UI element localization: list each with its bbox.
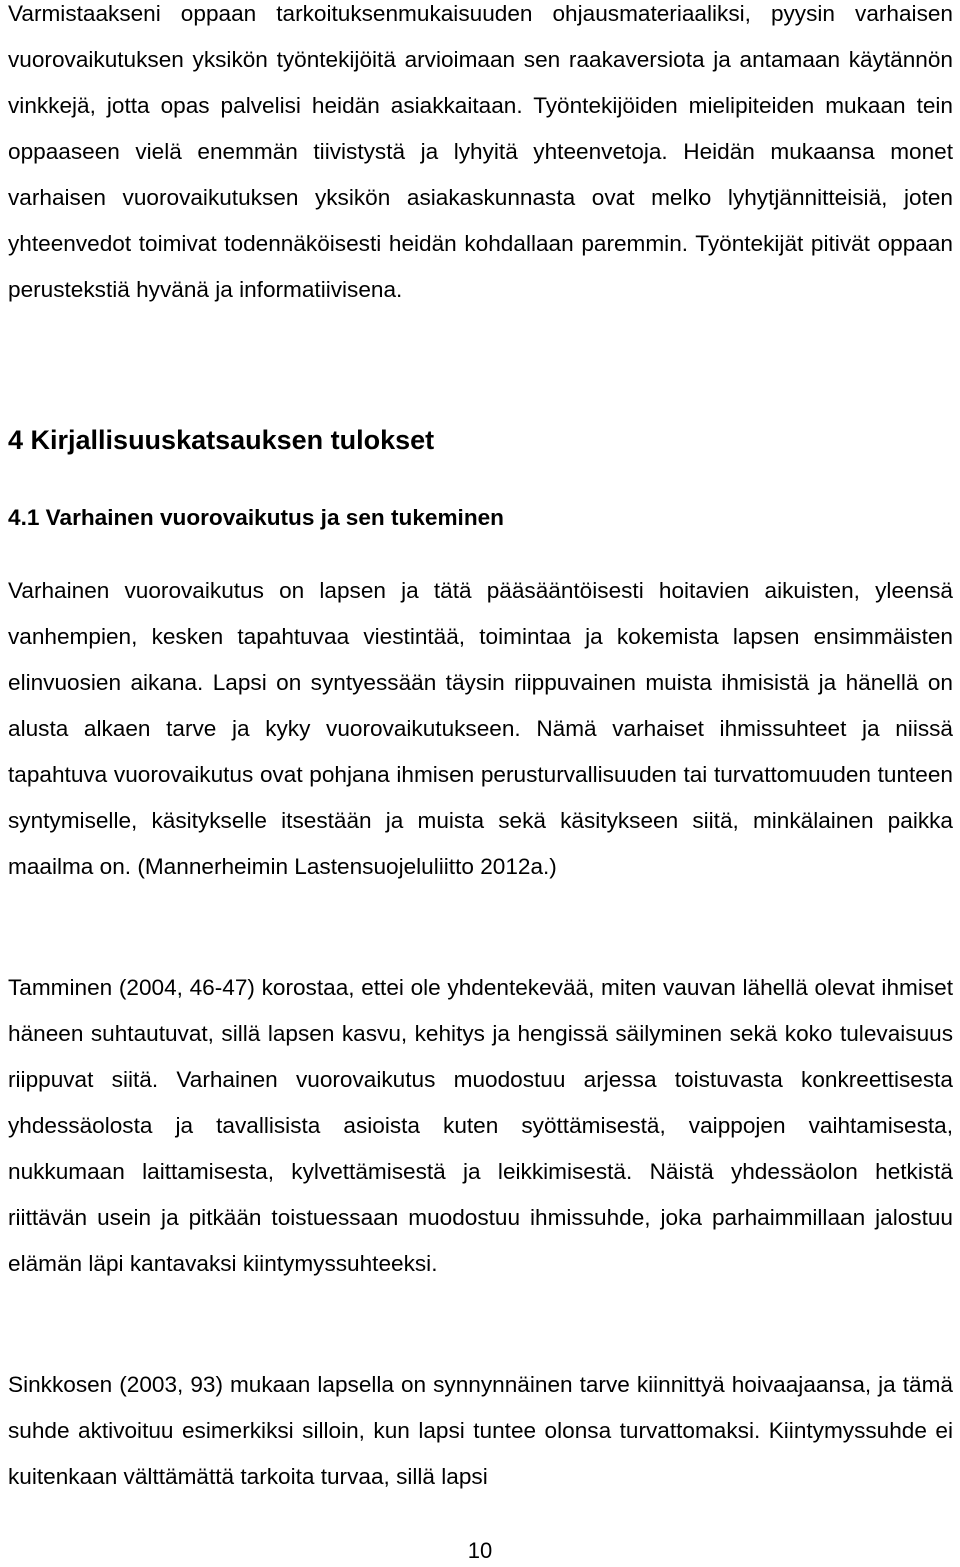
body-paragraph-3: Sinkkosen (2003, 93) mukaan lapsella on synnynnäinen tarve kiinnittyä hoivaajaansa, ja tämä suhde aktivoituu esimerkiksi silloin, kun lapsi tuntee olonsa turvattomaksi. Kiintymyssuhde ei kuitenkaan välttämättä tarkoita turvaa, sillä lapsi (8, 1372, 953, 1489)
body-paragraph-2: Tamminen (2004, 46-47) korostaa, ettei ole yhdentekevää, miten vauvan lähellä olevat ihmiset häneen suhtautuvat, sillä lapsen kasvu, kehitys ja hengissä säilyminen sekä koko tulevaisuus riippuvat siitä. Varhainen vuorovaikutus muodostuu arjessa toistuvasta konkreettisesta yhdessäolosta ja tavallisista asioista kuten syöttämisestä, vaippojen vaihtamisesta, nukkumaan laittamisesta, kylvettämisestä ja leikkimisestä. Näistä yhdessäolon hetkistä riittävän usein ja pitkään toistuessaan muodostuu ihmissuhde, joka parhaimmillaan jalostuu elämän läpi kantavaksi kiintymyssuhteeksi. (8, 975, 953, 1276)
body-paragraph-1: Varhainen vuorovaikutus on lapsen ja tätä pääsääntöisesti hoitavien aikuisten, yleensä vanhempien, kesken tapahtuvaa viestintää, toimintaa ja kokemista lapsen ensimmäisten elinvuosien aikana. Lapsi on syntyessään täysin riippuvainen muista ihmisistä ja hänellä on alusta alkaen tarve ja kyky vuorovaikutukseen. Nämä varhaiset ihmissuhteet ja niissä tapahtuva vuorovaikutus ovat pohjana ihmisen perusturvallisuuden tai turvattomuuden tunteen syntymiselle, käsitykselle itsestään ja muista sekä käsitykseen siitä, minkälainen paikka maailma on. (Mannerheimin Lastensuojeluliitto 2012a.) (8, 578, 953, 879)
chapter-heading: 4 Kirjallisuuskatsauksen tulokset (8, 425, 435, 455)
section-heading: 4.1 Varhainen vuorovaikutus ja sen tukeminen (8, 505, 504, 530)
page-number: 10 (467, 1538, 493, 1563)
intro-paragraph: Varmistaakseni oppaan tarkoituksenmukaisuuden ohjausmateriaaliksi, pyysin varhaisen vuorovaikutuksen yksikön työntekijöitä arvioimaan sen raakaversiota ja antamaan käytännön vinkkejä, jotta opas palvelisi heidän asiakkaitaan. Työntekijöiden mielipiteiden mukaan tein oppaaseen vielä enemmän tiivistystä ja lyhyitä yhteenvetoja. Heidän mukaansa monet varhaisen vuorovaikutuksen yksikön asiakaskunnasta ovat melko lyhytjännitteisiä, joten yhteenvedot toimivat todennäköisesti heidän kohdallaan paremmin. Työntekijät pitivät oppaan perustekstiä hyvänä ja informatiivisena. (8, 1, 953, 302)
